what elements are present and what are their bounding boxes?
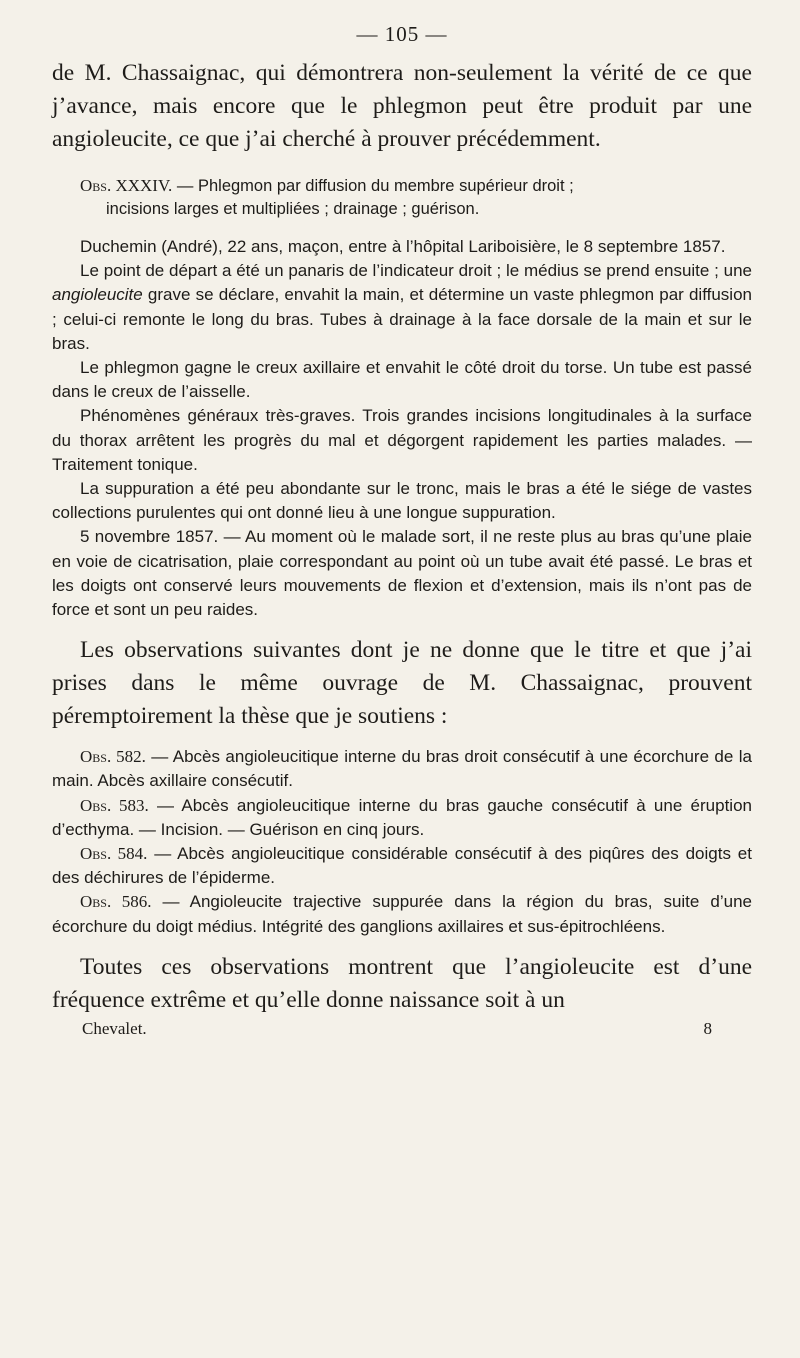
observation-label: Obs. XXXIV.: [80, 176, 173, 195]
mid-paragraph: Les observations suivantes dont je ne donne que le titre et que j’ai prises dans le même ouvrage de M. Chassaignac, prouvent péremptoirement la thèse que je soutiens :: [52, 637, 752, 730]
observation-text: — Abcès angioleucitique interne du bras droit consécutif à une écorchure de la main. Abcès axillaire consécutif.: [52, 747, 752, 791]
observation-paragraph: La suppuration a été peu abondante sur le tronc, mais le bras a été le siége de vastes collections purulentes qui ont donné lieu à une longue suppuration.: [52, 479, 752, 523]
observation-label: Obs. 583.: [80, 795, 149, 815]
text-fragment: grave se déclare, envahit la main, et détermine un vaste phlegmon par diffusion ; celui-ci remonte le long du bras. Tubes à drainage à la face dorsale de la main et sur le bras.: [52, 285, 752, 353]
footer-author: Chevalet.: [82, 1018, 147, 1038]
page-footer: [52, 1019, 752, 1039]
observation-title-line1: — Phlegmon par diffusion du membre supérieur droit ;: [176, 177, 574, 195]
page-number: — 105 —: [356, 22, 448, 46]
observation-text: — Abcès angioleucitique considérable consécutif à des piqûres des doigts et des déchirures de l’épiderme.: [52, 844, 752, 888]
observation-list: [52, 745, 752, 939]
final-paragraph: Toutes ces observations montrent que l’angioleucite est d’une fréquence extrême et qu’elle donne naissance soit à un: [52, 953, 752, 1013]
observation-paragraph: 5 novembre 1857. — Au moment où le malade sort, il ne reste plus au bras qu’une plaie en voie de cicatrisation, plaie correspondant au point où un tube avait été passé. Le bras et les doigts ont conservé leurs mouvements de flexion et d’extension, mais ils n’ont pas de force et sont un peu raides.: [52, 527, 752, 620]
text-fragment: Le point de départ a été un panaris de l’indicateur droit ; le médius se prend ensuite ; une: [80, 261, 752, 281]
observation-paragraph: Le phlegmon gagne le creux axillaire et envahit le côté droit du torse. Un tube est passé dans le creux de l’aisselle.: [52, 358, 752, 402]
observation-label: Obs. 586.: [80, 892, 152, 912]
observation-item: [52, 890, 752, 938]
observation-text: — Abcès angioleucitique interne du bras gauche consécutif à une éruption d’ecthyma. — Incision. — Guérison en cinq jours.: [52, 795, 752, 839]
observation-paragraph: Phénomènes généraux très-graves. Trois grandes incisions longitudinales à la surface du thorax arrêtent les progrès du mal et dégorgent rapidement les parties malades. — Traitement tonique.: [52, 406, 752, 474]
observation-title-line2: incisions larges et multipliées ; drainage ; guérison.: [106, 200, 480, 218]
observation-item: [52, 745, 752, 793]
observation-label: Obs. 584.: [80, 844, 148, 864]
document-page: [52, 22, 752, 1039]
observation-label: Obs. 582.: [80, 747, 146, 767]
intro-paragraph: de M. Chassaignac, qui démontrera non-seulement la vérité de ce que j’avance, mais encore que le phlegmon peut être produit par une angioleucite, ce que j’ai cherché à prouver précédemment.: [52, 60, 752, 152]
observation-text: — Angioleucite trajective suppurée dans la région du bras, suite d’une écorchure du doigt médius. Intégrité des ganglions axillaires et sus-épitrochléens.: [52, 892, 752, 936]
footer-signature-number: 8: [703, 1018, 712, 1038]
observation-heading: [52, 174, 752, 221]
observation-item: [52, 794, 752, 842]
observation-paragraph: [52, 259, 752, 356]
emphasis-term: angioleucite: [52, 285, 143, 305]
observation-paragraph: Duchemin (André), 22 ans, maçon, entre à l’hôpital Lariboisière, le 8 septembre 1857.: [80, 237, 726, 256]
observation-item: [52, 842, 752, 890]
